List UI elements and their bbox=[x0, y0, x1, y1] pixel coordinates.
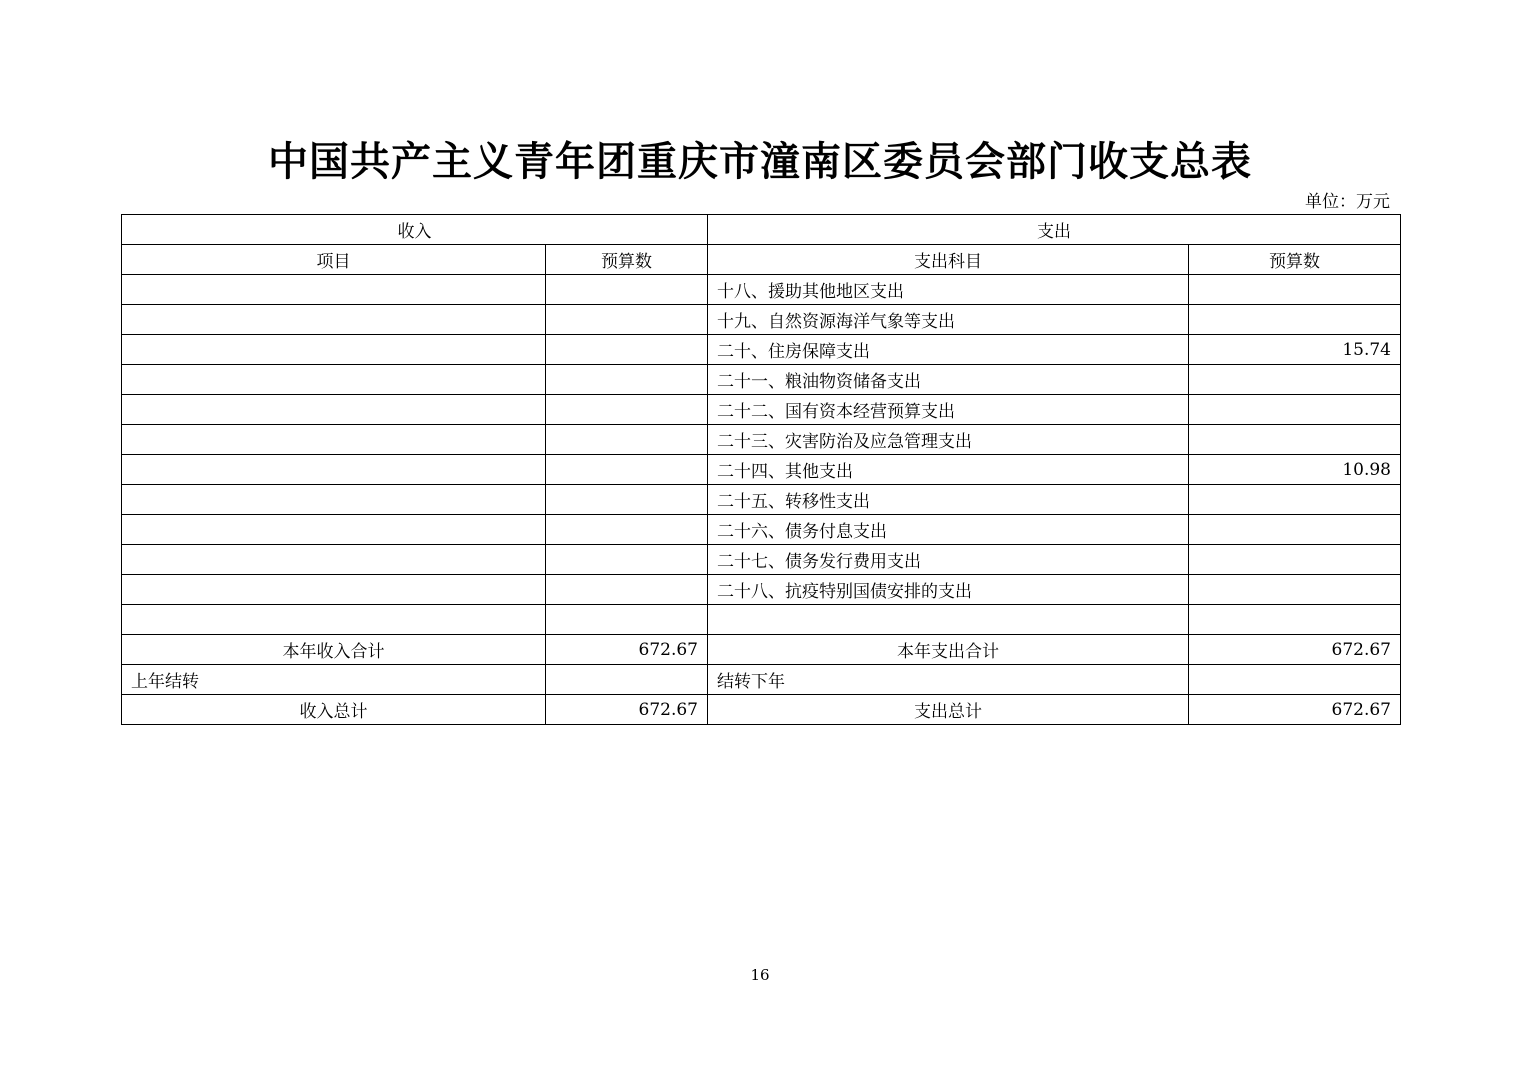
income-amount-cell bbox=[546, 545, 708, 575]
expense-amount-cell bbox=[1189, 605, 1401, 635]
expense-amount-cell bbox=[1189, 485, 1401, 515]
expense-amount-cell bbox=[1189, 275, 1401, 305]
income-item-cell bbox=[122, 455, 546, 485]
expense-budget-column-header: 预算数 bbox=[1189, 245, 1401, 275]
year-expense-total-value: 672.67 bbox=[1189, 635, 1401, 665]
year-income-total-value: 672.67 bbox=[546, 635, 708, 665]
income-item-cell bbox=[122, 395, 546, 425]
carry-in-value bbox=[546, 665, 708, 695]
income-item-cell bbox=[122, 335, 546, 365]
expense-subject-cell: 二十四、其他支出 bbox=[708, 455, 1189, 485]
income-item-cell bbox=[122, 515, 546, 545]
grand-income-total-value: 672.67 bbox=[546, 695, 708, 725]
expense-amount-cell bbox=[1189, 575, 1401, 605]
expense-header: 支出 bbox=[708, 215, 1401, 245]
income-amount-cell bbox=[546, 335, 708, 365]
expense-subject-column-header: 支出科目 bbox=[708, 245, 1189, 275]
table-row bbox=[122, 275, 1401, 305]
table-row bbox=[122, 545, 1401, 575]
income-amount-cell bbox=[546, 395, 708, 425]
income-budget-column-header: 预算数 bbox=[546, 245, 708, 275]
table-row bbox=[122, 605, 1401, 635]
expense-amount-cell: 10.98 bbox=[1189, 455, 1401, 485]
header-row-group bbox=[122, 215, 1401, 245]
grand-income-total-label: 收入总计 bbox=[122, 695, 546, 725]
income-amount-cell bbox=[546, 605, 708, 635]
income-amount-cell bbox=[546, 365, 708, 395]
carry-in-label: 上年结转 bbox=[122, 665, 546, 695]
grand-expense-total-label: 支出总计 bbox=[708, 695, 1189, 725]
expense-subject-cell: 十八、援助其他地区支出 bbox=[708, 275, 1189, 305]
expense-subject-cell: 二十六、债务付息支出 bbox=[708, 515, 1189, 545]
table-row bbox=[122, 575, 1401, 605]
expense-subject-cell: 二十三、灾害防治及应急管理支出 bbox=[708, 425, 1189, 455]
expense-subject-cell: 二十七、债务发行费用支出 bbox=[708, 545, 1189, 575]
expense-subject-cell: 十九、自然资源海洋气象等支出 bbox=[708, 305, 1189, 335]
expense-amount-cell bbox=[1189, 515, 1401, 545]
page-number: 16 bbox=[750, 966, 770, 984]
table-row bbox=[122, 335, 1401, 365]
expense-subject-cell: 二十五、转移性支出 bbox=[708, 485, 1189, 515]
income-item-cell bbox=[122, 545, 546, 575]
income-amount-cell bbox=[546, 575, 708, 605]
income-amount-cell bbox=[546, 485, 708, 515]
table-row bbox=[122, 485, 1401, 515]
table-row bbox=[122, 305, 1401, 335]
table-row bbox=[122, 515, 1401, 545]
grand-total-row bbox=[122, 695, 1401, 725]
expense-amount-cell bbox=[1189, 395, 1401, 425]
income-amount-cell bbox=[546, 515, 708, 545]
table-row bbox=[122, 395, 1401, 425]
year-total-row bbox=[122, 635, 1401, 665]
table-row bbox=[122, 365, 1401, 395]
expense-amount-cell bbox=[1189, 365, 1401, 395]
grand-expense-total-value: 672.67 bbox=[1189, 695, 1401, 725]
budget-summary-table bbox=[121, 214, 1401, 725]
carry-out-value bbox=[1189, 665, 1401, 695]
income-amount-cell bbox=[546, 275, 708, 305]
header-row-columns bbox=[122, 245, 1401, 275]
income-item-cell bbox=[122, 275, 546, 305]
year-income-total-label: 本年收入合计 bbox=[122, 635, 546, 665]
table-row bbox=[122, 455, 1401, 485]
income-item-cell bbox=[122, 575, 546, 605]
income-amount-cell bbox=[546, 425, 708, 455]
income-amount-cell bbox=[546, 455, 708, 485]
income-header: 收入 bbox=[122, 215, 708, 245]
carry-over-row bbox=[122, 665, 1401, 695]
income-item-cell bbox=[122, 485, 546, 515]
expense-subject-cell: 二十、住房保障支出 bbox=[708, 335, 1189, 365]
expense-subject-cell: 二十八、抗疫特别国债安排的支出 bbox=[708, 575, 1189, 605]
unit-label: 单位：万元 bbox=[1305, 192, 1390, 212]
item-column-header: 项目 bbox=[122, 245, 546, 275]
year-expense-total-label: 本年支出合计 bbox=[708, 635, 1189, 665]
expense-subject-cell: 二十二、国有资本经营预算支出 bbox=[708, 395, 1189, 425]
page-title: 中国共产主义青年团重庆市潼南区委员会部门收支总表 bbox=[268, 138, 1252, 185]
income-item-cell bbox=[122, 305, 546, 335]
expense-amount-cell bbox=[1189, 305, 1401, 335]
expense-amount-cell bbox=[1189, 425, 1401, 455]
carry-out-label: 结转下年 bbox=[708, 665, 1189, 695]
expense-subject-cell bbox=[708, 605, 1189, 635]
expense-amount-cell bbox=[1189, 545, 1401, 575]
expense-subject-cell: 二十一、粮油物资储备支出 bbox=[708, 365, 1189, 395]
income-item-cell bbox=[122, 425, 546, 455]
income-item-cell bbox=[122, 365, 546, 395]
table-row bbox=[122, 425, 1401, 455]
income-amount-cell bbox=[546, 305, 708, 335]
expense-amount-cell: 15.74 bbox=[1189, 335, 1401, 365]
income-item-cell bbox=[122, 605, 546, 635]
